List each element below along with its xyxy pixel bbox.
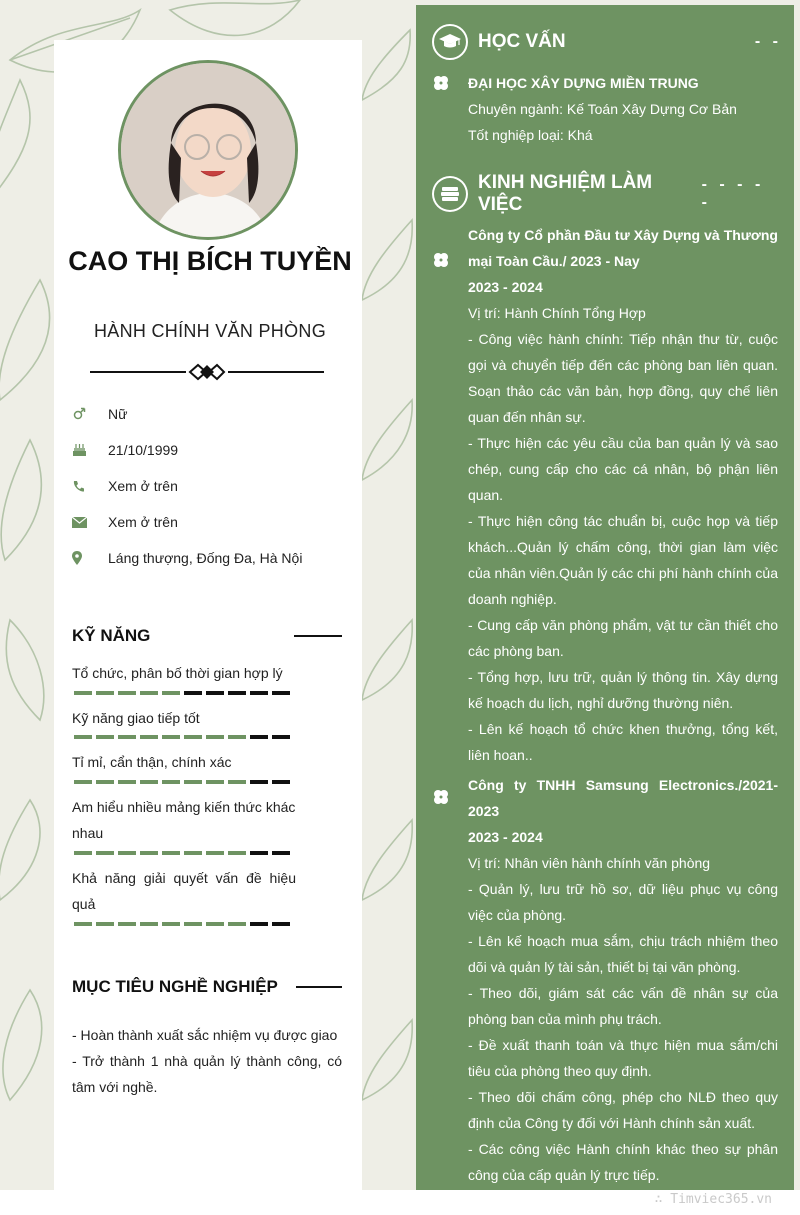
skill-bar (74, 851, 290, 855)
skill-bar-segment (140, 691, 158, 695)
info-gender-text: Nữ (108, 406, 128, 422)
job-task: - Công việc hành chính: Tiếp nhận thư từ, cuộc gọi và chuyển tiếp đến các phòng ban liên quan. Soạn thảo các văn bản, hợp đồng, quy chế liên quan đến nhân sự. (468, 331, 778, 425)
skill-bar-segment (162, 780, 180, 784)
job-block (468, 222, 778, 768)
skill-bar-segment (206, 922, 224, 926)
skill-bar-segment (74, 922, 92, 926)
info-email-text: Xem ở trên (108, 514, 178, 530)
goal-title-line (296, 986, 342, 988)
info-email (72, 511, 352, 533)
education-title: HỌC VẤN (478, 31, 566, 52)
skill-bar-segment (162, 735, 180, 739)
skill-bar-segment (272, 922, 290, 926)
info-gender (72, 403, 352, 425)
goal-line: - Trở thành 1 nhà quản lý thành công, có tâm với nghề. (72, 1053, 342, 1095)
skill-bar-segment (140, 922, 158, 926)
skill-bar-segment (184, 922, 202, 926)
skill-bar-segment (250, 851, 268, 855)
watermark-icon: ∴ (654, 1192, 671, 1207)
skill-bar-segment (74, 851, 92, 855)
skill-bar-segment (96, 691, 114, 695)
job-task: - Thực hiện các yêu cầu của ban quản lý và sao chép, cung cấp cho các cá nhân, bộ phận liên quan. (468, 435, 778, 503)
job-period: 2023 - 2024 (468, 279, 543, 295)
phone-icon (72, 480, 108, 493)
graduation-cap-icon (432, 24, 468, 60)
skill-bar-segment (162, 851, 180, 855)
job-position: Vị trí: Nhân viên hành chính văn phòng (468, 855, 711, 871)
skill-bar-segment (206, 851, 224, 855)
education-major: Chuyên ngành: Kế Toán Xây Dựng Cơ Bản (468, 101, 737, 117)
skill-bar (74, 735, 290, 739)
skill-bar (74, 691, 290, 695)
skill-bar-segment (228, 922, 246, 926)
job-task: - Tổng hợp, lưu trữ, quản lý thông tin. Xây dựng kế hoạch du lịch, nghỉ dưỡng thường niên. (468, 669, 778, 711)
skill-bar-segment (96, 922, 114, 926)
skill-bar-segment (118, 922, 136, 926)
skill-bar-segment (118, 780, 136, 784)
skills-section-title (72, 626, 342, 646)
person-name: CAO THỊ BÍCH TUYỀN (68, 246, 352, 276)
experience-dash: - - - - - (701, 176, 765, 211)
skill-name: Khả năng giải quyết vấn đề hiệu quả (72, 870, 296, 912)
skill-bar-segment (184, 691, 202, 695)
job-task: - Đề xuất thanh toán và thực hiện mua sắm/chi tiêu của phòng theo quy định. (468, 1037, 778, 1079)
skill-bar-segment (74, 780, 92, 784)
skill-bar-segment (118, 735, 136, 739)
skill-bar-segment (228, 851, 246, 855)
skill-bar-segment (162, 691, 180, 695)
goal-text (72, 1022, 342, 1100)
job-task: - Theo dõi, giám sát các vấn đề nhân sự của phòng ban của mình phụ trách. (468, 985, 778, 1027)
name-divider (90, 362, 324, 382)
skill-bar-segment (96, 735, 114, 739)
skill-bar-segment (206, 691, 224, 695)
skill-bar-segment (140, 780, 158, 784)
skill-bar (74, 780, 290, 784)
job-position: Vị trí: Hành Chính Tổng Hợp (468, 305, 646, 321)
skill-bar-segment (250, 691, 268, 695)
info-address (72, 547, 352, 569)
skill-bar-segment (228, 780, 246, 784)
info-address-text: Láng thượng, Đống Đa, Hà Nội (108, 550, 303, 566)
skill-name: Kỹ năng giao tiếp tốt (72, 710, 200, 726)
skills-title: KỸ NĂNG (72, 626, 151, 645)
job-company: Công ty TNHH Samsung Electronics./2021-2023 (468, 777, 778, 819)
skill-bar-segment (272, 780, 290, 784)
education-dash: - - (754, 33, 782, 50)
skill-bar-segment (250, 922, 268, 926)
job-task: - Quản lý, lưu trữ hồ sơ, dữ liệu phục vụ công việc của phòng. (468, 881, 778, 923)
avatar-portrait-icon (121, 63, 298, 240)
skill-bar-segment (250, 780, 268, 784)
skills-title-line (294, 635, 342, 637)
watermark-text: Timviec365.vn (670, 1192, 772, 1207)
job-task: - Thực hiện công tác chuẩn bị, cuộc họp và tiếp khách...Quản lý chấm công, thời gian làm việc của nhân viên.Quản lý các chi phí hành chính của doanh nghiệp. (468, 513, 778, 607)
skill-bar-segment (162, 922, 180, 926)
skill-bar-segment (184, 735, 202, 739)
experience-title: KINH NGHIỆM LÀM VIỆC (477, 172, 653, 215)
skill-bar-segment (140, 735, 158, 739)
skill-bar-segment (206, 735, 224, 739)
skill-bar (74, 922, 290, 926)
skill-bar-segment (206, 780, 224, 784)
info-birthday (72, 439, 352, 461)
skill-bar-segment (184, 851, 202, 855)
education-section-title (432, 24, 782, 60)
skill-bar-segment (272, 851, 290, 855)
skill-name: Tỉ mỉ, cẩn thận, chính xác (72, 754, 232, 770)
location-icon (72, 551, 108, 565)
skill-bar-segment (74, 691, 92, 695)
skill-bar-segment (140, 851, 158, 855)
briefcase-stack-icon (432, 176, 468, 212)
job-period: 2023 - 2024 (468, 829, 543, 845)
skill-name: Am hiểu nhiều mảng kiến thức khác nhau (72, 799, 296, 841)
goal-section-title (72, 977, 342, 997)
info-phone-text: Xem ở trên (108, 478, 178, 494)
goal-title: MỤC TIÊU NGHỀ NGHIỆP (72, 977, 278, 996)
skill-bar-segment (118, 851, 136, 855)
skill-bar-segment (228, 691, 246, 695)
job-block (468, 772, 778, 1188)
clover-bullet-icon (432, 74, 450, 92)
clover-bullet-icon (432, 251, 450, 269)
job-title: HÀNH CHÍNH VĂN PHÒNG (93, 321, 327, 341)
clover-bullet-icon (432, 788, 450, 806)
skill-bar-segment (74, 735, 92, 739)
skill-bar-segment (250, 735, 268, 739)
school-name: ĐẠI HỌC XÂY DỰNG MIỀN TRUNG (468, 75, 699, 91)
avatar (118, 60, 298, 240)
info-birthday-text: 21/10/1999 (108, 442, 179, 458)
education-block (468, 70, 778, 148)
skill-bar-segment (96, 780, 114, 784)
job-task: - Cung cấp văn phòng phẩm, vật tư cần thiết cho các phòng ban. (468, 617, 778, 659)
skill-bar-segment (272, 691, 290, 695)
email-icon (72, 517, 108, 528)
job-task: - Lên kế hoạch tổ chức khen thưởng, tổng kết, liên hoan.. (468, 721, 778, 763)
job-task: - Các công việc Hành chính khác theo sự phân công của cấp quản lý trực tiếp. (468, 1141, 778, 1183)
goal-line: - Hoàn thành xuất sắc nhiệm vụ được giao (72, 1027, 338, 1043)
job-task: - Theo dõi chấm công, phép cho NLĐ theo quy định của Công ty đối với Hành chính sản xuất. (468, 1089, 778, 1131)
skill-name: Tổ chức, phân bố thời gian hợp lý (72, 665, 283, 681)
skill-bar-segment (228, 735, 246, 739)
job-task: - Lên kế hoạch mua sắm, chịu trách nhiệm theo dõi và quản lý tài sản, thiết bị tại văn phòng. (468, 933, 778, 975)
info-phone (72, 475, 352, 497)
birthday-cake-icon (72, 443, 108, 457)
skill-bar-segment (96, 851, 114, 855)
experience-section-title (432, 172, 782, 215)
skill-bar-segment (184, 780, 202, 784)
watermark (655, 1192, 772, 1207)
gender-icon (72, 407, 108, 421)
skill-bar-segment (272, 735, 290, 739)
skill-bar-segment (118, 691, 136, 695)
job-company: Công ty Cổ phần Đầu tư Xây Dựng và Thương mại Toàn Cầu./ 2023 - Nay (468, 227, 778, 269)
education-grade: Tốt nghiệp loại: Khá (468, 127, 593, 143)
